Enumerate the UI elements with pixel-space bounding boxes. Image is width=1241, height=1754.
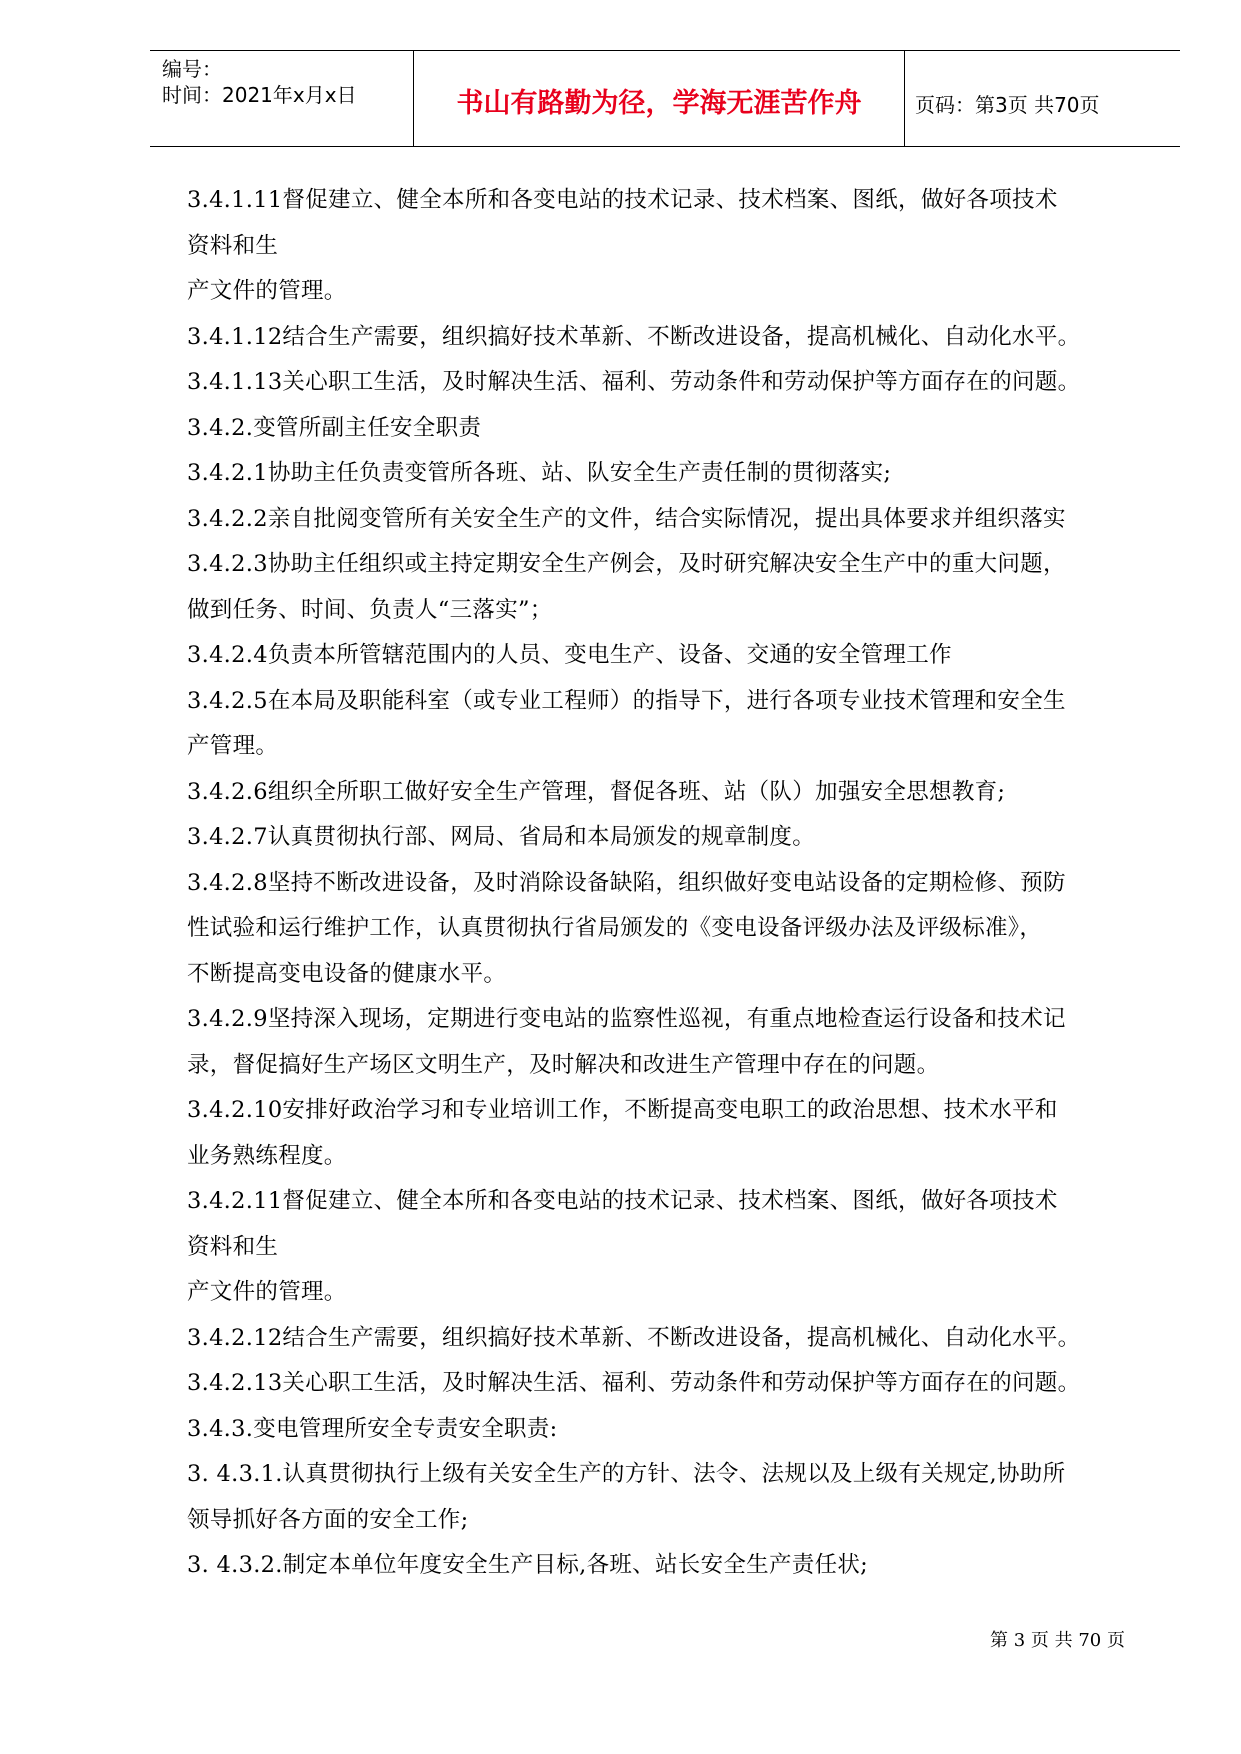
header-right-cell [903, 51, 1180, 146]
body-text-line: 3.4.2.9坚持深入现场，定期进行变电站的监察性巡视，有重点地检查运行设备和技术记 [187, 1006, 1066, 1032]
body-text-line: 3.4.2.4负责本所管辖范围内的人员、变电生产、设备、交通的安全管理工作 [187, 642, 952, 668]
page-footer: 第 3 页 共 70 页 [990, 1630, 1125, 1651]
body-text-line: 3.4.2.7认真贯彻执行部、网局、省局和本局颁发的规章制度。 [187, 824, 816, 850]
page-header [150, 50, 1180, 147]
body-text-line: 3.4.2.13关心职工生活，及时解决生活、福利、劳动条件和劳动保护等方面存在的问题。 [187, 1370, 1081, 1396]
body-text-line: 3.4.2.2亲自批阅变管所有关安全生产的文件，结合实际情况，提出具体要求并组织落实 [187, 505, 1066, 532]
body-text-line: 资料和生 [187, 1233, 279, 1260]
header-middle-cell [413, 51, 905, 146]
document-number-label: 编号： [162, 57, 222, 81]
body-text-line: 产管理。 [187, 733, 279, 759]
header-left-cell [150, 51, 413, 146]
body-text-line: 3.4.2.6组织全所职工做好安全生产管理，督促各班、站（队）加强安全思想教育; [187, 778, 1006, 805]
body-text-line: 3.4.2.11督促建立、健全本所和各变电站的技术记录、技术档案、图纸，做好各项技术 [187, 1188, 1058, 1214]
body-text-line: 3.4.2.变管所副主任安全职责 [187, 414, 482, 441]
body-text-line: 3.4.2.8坚持不断改进设备，及时消除设备缺陷，组织做好变电站设备的定期检修、预防 [187, 869, 1066, 896]
body-text-line: 3. 4.3.1.认真贯彻执行上级有关安全生产的方针、法令、法规以及上级有关规定,协助所 [187, 1461, 1066, 1487]
body-text-line: 3.4.1.11督促建立、健全本所和各变电站的技术记录、技术档案、图纸，做好各项技术 [187, 187, 1058, 213]
body-text-line: 产文件的管理。 [187, 1279, 347, 1305]
body-text-line: 做到任务、时间、负责人“三落实”； [187, 596, 553, 623]
body-text-line: 3.4.1.13关心职工生活，及时解决生活、福利、劳动条件和劳动保护等方面存在的问题。 [187, 369, 1081, 395]
body-text-line: 3.4.2.1协助主任负责变管所各班、站、队安全生产责任制的贯彻落实; [187, 460, 892, 486]
body-text-line: 性试验和运行维护工作，认真贯彻执行省局颁发的《变电设备评级办法及评级标准》， [187, 915, 1043, 941]
document-body [187, 178, 1172, 1589]
body-text-line: 不断提高变电设备的健康水平。 [187, 960, 507, 987]
header-motto: 书山有路勤为径，学海无涯苦作舟 [456, 88, 862, 119]
body-text-line: 3.4.2.10安排好政治学习和专业培训工作，不断提高变电职工的政治思想、技术水平和 [187, 1097, 1058, 1123]
body-text-line: 录，督促搞好生产场区文明生产，及时解决和改进生产管理中存在的问题。 [187, 1051, 940, 1078]
body-text-line: 3.4.2.3协助主任组织或主持定期安全生产例会，及时研究解决安全生产中的重大问题， [187, 551, 1066, 577]
body-text-line: 3.4.1.12结合生产需要，组织搞好技术革新、不断改进设备，提高机械化、自动化水平。 [187, 323, 1081, 350]
body-text-line: 3.4.2.12结合生产需要，组织搞好技术革新、不断改进设备，提高机械化、自动化水平。 [187, 1324, 1081, 1351]
body-text-line: 领导抓好各方面的安全工作; [187, 1506, 469, 1533]
body-text-line: 产文件的管理。 [187, 278, 347, 304]
body-text-line: 业务熟练程度。 [187, 1142, 347, 1169]
body-text-line: 3. 4.3.2.制定本单位年度安全生产目标,各班、站长安全生产责任状; [187, 1552, 869, 1578]
body-text-line: 3.4.2.5在本局及职能科室（或专业工程师）的指导下，进行各项专业技术管理和安全生 [187, 687, 1066, 714]
document-time-label: 时间：2021年x月x日 [162, 83, 357, 107]
body-text-line: 3.4.3.变电管理所安全专责安全职责: [187, 1415, 558, 1442]
header-page-code: 页码：第3页 共70页 [915, 93, 1100, 117]
body-text-line: 资料和生 [187, 232, 279, 259]
